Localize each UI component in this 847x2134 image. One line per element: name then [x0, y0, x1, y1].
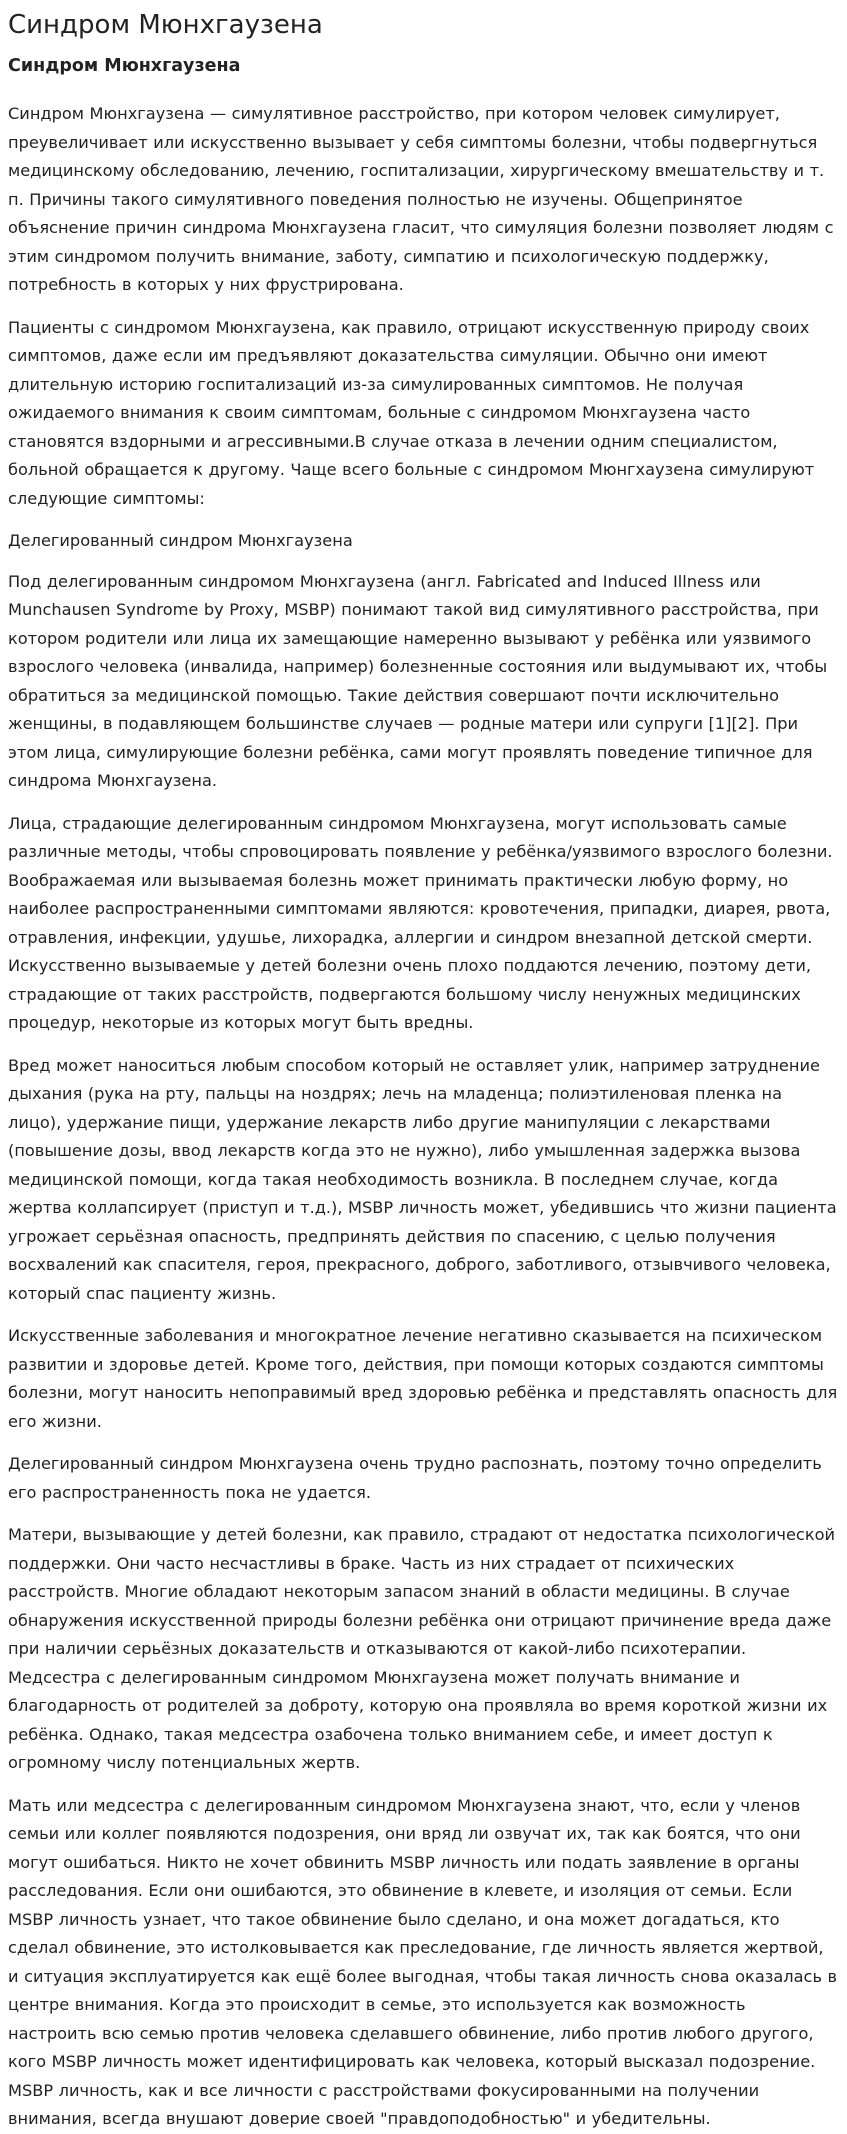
section-subheading: Делегированный синдром Мюнхгаузена	[8, 531, 353, 550]
paragraph-methods: Лица, страдающие делегированным синдромом Мюнхгаузена, могут использовать самые различные методы, чтобы спровоцировать появление у ребёнка/уязвимого взрослого болезни. Воображаемая или вызываемая болезнь может принимать практически любую форму, но наиболее распространенными симптомами являются: кровотечения, припадки, диарея, рвота, отравления, инфекции, удушье, лихорадка, аллергии и синдром внезапной детской смерти. Искусственно вызываемые у детей болезни очень плохо поддаются лечению, поэтому дети, страдающие от таких расстройств, подвергаются большому числу ненужных медицинских процедур, некоторые из которых могут быть вредны.	[8, 813, 833, 1032]
paragraph-prevalence: Делегированный синдром Мюнхгаузена очень трудно распознать, поэтому точно определить его распространенность пока не удается.	[8, 1454, 822, 1502]
paragraph-patients: Пациенты с синдромом Мюнхгаузена, как правило, отрицают искусственную природу своих симптомов, даже если им предъявляют доказательства симуляции. Обычно они имеют длительную историю госпитализаций из-за симулированных симптомов. Не получая ожидаемого внимания к своим симптомам, больные с синдромом Мюнхгаузена часто становятся вздорными и агрессивными.В случае отказа в лечении одним специалистом, больной обращается к другому. Чаще всего больные с синдромом Мюнгхаузена симулируют следующие симптомы:	[8, 317, 815, 508]
article-heading: Синдром Мюнхгаузена	[8, 56, 241, 76]
paragraph-suspicion: Мать или медсестра с делегированным синдромом Мюнхгаузена знают, что, если у членов семьи или коллег появляются подозрения, они вряд ли озвучат их, так как боятся, что они могут ошибаться. Никто не хочет обвинить MSBP личность или подать заявление в органы расследования. Если они ошибаются, это обвинение в клевете, и изоляция от семьи. Если MSBP личность узнает, что такое обвинение было сделано, и она может догадаться, кто сделал обвинение, это истолковывается как преследование, где личность является жертвой, и ситуация эксплуатируется как ещё более выгодная, чтобы такая личность снова оказалась в центре внимания. Когда это происходит в семье, это используется как возможность настроить всю семью против человека сделавшего обвинение, либо против любого другого, кого MSBP личность может идентифицировать как человека, который высказал подозрение. MSBP личность, как и все личности с расстройствами фокусированными на получении внимания, всегда внушают доверие своей "правдоподобностью" и убедительны.	[8, 1795, 838, 2128]
paragraph-consequences: Искусственные заболевания и многократное лечение негативно сказывается на психическом развитии и здоровье детей. Кроме того, действия, при помощи которых создаются симптомы болезни, могут наносить непоправимый вред здоровью ребёнка и представлять опасность для его жизни.	[8, 1326, 838, 1431]
paragraph-mothers: Матери, вызывающие у детей болезни, как правило, страдают от недостатка психологической поддержки. Они часто несчастливы в браке. Часть из них страдает от психических расстройств. Многие обладают некоторым запасом знаний в области медицины. В случае обнаружения искусственной природы болезни ребёнка они отрицают причинение вреда даже при наличии серьёзных доказательств и отказываются от какой-либо психотерапии. Медсестра с делегированным синдромом Мюнхгаузена может получать внимание и благодарность от родителей за доброту, которую она проявляла во время короткой жизни их ребёнка. Однако, такая медсестра озабочена только вниманием себе, и имеет доступ к огромному числу потенциальных жертв.	[8, 1525, 836, 1772]
paragraph-definition: Под делегированным синдромом Мюнхгаузена (англ. Fabricated and Induced Illness или Munchausen Syndrome by Proxy, MSBP) понимают такой вид симулятивного расстройства, при котором родители или лица их замещающие намеренно вызывают у ребёнка или уязвимого взрослого человека (инвалида, например) болезненные состояния или выдумывают их, чтобы обратиться за медицинской помощью. Такие действия совершают почти исключительно женщины, в подавляющем большинстве случаев — родные матери или супруги [1][2]. При этом лица, симулирующие болезни ребёнка, сами могут проявлять поведение типичное для синдрома Мюнхгаузена.	[8, 571, 828, 790]
paragraph-intro: Синдром Мюнхгаузена — симулятивное расстройство, при котором человек симулирует, преувеличивает или искусственно вызывает у себя симптомы болезни, чтобы подвергнуться медицинскому обследованию, лечению, госпитализации, хирургическому вмешательству и т. п. Причины такого симулятивного поведения полностью не изучены. Общепринятое объяснение причин синдрома Мюнхгаузена гласит, что симуляция болезни позволяет людям с этим синдромом получить внимание, заботу, симпатию и психологическую поддержку, потребность в которых у них фрустрирована.	[8, 104, 834, 294]
paragraph-harm: Вред может наноситься любым способом который не оставляет улик, например затруднение дыхания (рука на рту, пальцы на ноздрях; лечь на младенца; полиэтиленовая пленка на лицо), удержание пищи, удержание лекарств либо другие манипуляции с лекарствами (повышение дозы, ввод лекарств когда это не нужно), либо умышленная задержка вызова медицинской помощи, когда такая необходимость возникла. В последнем случае, когда жертва коллапсирует (приступ и т.д.), MSBP личность может, убедившись что жизни пациента угрожает серьёзная опасность, предпринять действия по спасению, с целью получения восхвалений как спасителя, героя, прекрасного, доброго, заботливого, отзывчивого человека, который спас пациенту жизнь.	[8, 1055, 837, 1303]
page-title: Синдром Мюнхгаузена	[8, 10, 323, 40]
